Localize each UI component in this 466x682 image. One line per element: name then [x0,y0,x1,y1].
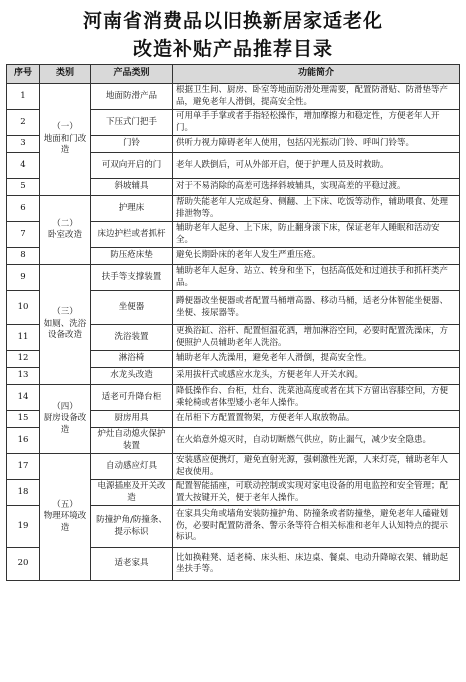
row-number: 4 [7,153,40,179]
function-description-cell: 老年人跌倒后，可从外部开启，便于护理人员及时救助。 [173,153,460,179]
document-title-line2: 改造补贴产品推荐目录 [132,38,333,60]
product-category-cell: 护理床 [91,196,173,222]
product-category-cell: 下压式门把手 [91,110,173,136]
product-category-cell: 地面防滑产品 [91,84,173,110]
row-number: 2 [7,110,40,136]
product-category-cell: 门铃 [91,136,173,153]
function-description-cell: 根据卫生间、厨房、卧室等地面防滑处理需要，配置防滑贴、防滑垫等产品，避免老年人滑倒，提高安全性。 [173,84,460,110]
category-cell: （二） 卧室改造 [40,196,91,265]
function-description-cell: 避免长期卧床的老年人发生严重压疮。 [173,248,460,265]
row-number: 13 [7,368,40,385]
row-number: 16 [7,428,40,454]
row-number: 19 [7,506,40,548]
row-number: 5 [7,179,40,196]
row-number: 7 [7,222,40,248]
product-category-cell: 厨房用具 [91,411,173,428]
product-category-cell: 床边护栏或者抓杆 [91,222,173,248]
category-cell: （五） 物理环境改造 [40,454,91,581]
product-category-cell: 防撞护角/防撞条、提示标识 [91,506,173,548]
function-description-cell: 降低操作台、台柜，灶台、洗菜池高度或者在其下方留出容膝空间，方便乘轮椅或者体型矮小老年人操作。 [173,385,460,411]
product-category-cell: 扶手等支撑装置 [91,265,173,291]
row-number: 20 [7,548,40,581]
header-function: 功能简介 [173,65,460,84]
row-number: 15 [7,411,40,428]
row-number: 3 [7,136,40,153]
category-cell: （一） 地面和门改造 [40,84,91,196]
product-category-cell: 坐便器 [91,291,173,325]
row-number: 9 [7,265,40,291]
row-number: 12 [7,351,40,368]
product-category-cell: 可双向开启的门 [91,153,173,179]
product-category-cell: 淋浴椅 [91,351,173,368]
product-category-cell: 炉灶自动熄火保护装置 [91,428,173,454]
function-description-cell: 可用单手手掌或者手指轻松操作，增加摩擦力和稳定性，方便老年人开门。 [173,110,460,136]
row-number: 14 [7,385,40,411]
function-description-cell: 供听力视力障碍老年人使用，包括闪光振动门铃、呼叫门铃等。 [173,136,460,153]
table-row [7,196,460,222]
row-number: 17 [7,454,40,480]
product-category-cell: 适老家具 [91,548,173,581]
function-description-cell: 蹲便器改坐便器或者配置马桶增高器、移动马桶，适老分体智能坐便器、坐便、接尿器等。 [173,291,460,325]
row-number: 11 [7,325,40,351]
document-title-line1: 河南省消费品以旧换新居家适老化 [82,10,383,32]
table-row [7,84,460,110]
row-number: 1 [7,84,40,110]
product-category-cell: 水龙头改造 [91,368,173,385]
function-description-cell: 在火焰意外熄灭时，自动切断燃气供应，防止漏气，减少安全隐患。 [173,428,460,454]
function-description-cell: 配置智能插座，可联动控制或实现对家电设备的用电监控和安全管理；配置大按键开关，便于老年人操作。 [173,480,460,506]
function-description-cell: 采用拔杆式或感应水龙头，方便老年人开关水阀。 [173,368,460,385]
product-category-cell: 洗浴装置 [91,325,173,351]
function-description-cell: 辅助老年人洗澡用，避免老年人滑倒，提高安全性。 [173,351,460,368]
category-cell: （四） 厨房设备改造 [40,385,91,454]
function-description-cell: 帮助失能老年人完成起身、侧翻、上下床、吃饭等动作，辅助喂食、处理排泄物等。 [173,196,460,222]
product-category-cell: 防压疮床垫 [91,248,173,265]
table-row [7,265,460,291]
product-catalog-table [6,64,460,581]
header-category: 类别 [40,65,91,84]
category-cell: （三） 如厕、洗浴设备改造 [40,265,91,385]
row-number: 8 [7,248,40,265]
header-product: 产品类别 [91,65,173,84]
function-description-cell: 对于不易消除的高差可选择斜坡辅具，实现高差的平稳过渡。 [173,179,460,196]
product-category-cell: 适老可升降台柜 [91,385,173,411]
table-row [7,454,460,480]
function-description-cell: 在家具尖角或墙角安装防撞护角、防撞条或者防撞垫，避免老年人磕碰划伤，必要时配置防滑条、警示条等符合相关标准和老年人认知特点的提示标识。 [173,506,460,548]
row-number: 10 [7,291,40,325]
table-header-row [7,65,460,84]
function-description-cell: 辅助老年人起身、上下床，防止翻身滚下床，保证老年人睡眠和活动安全。 [173,222,460,248]
product-category-cell: 电源插座及开关改造 [91,480,173,506]
header-no: 序号 [7,65,40,84]
table-row [7,385,460,411]
function-description-cell: 更换浴缸、浴杆、配置恒温花洒，增加淋浴空间，必要时配置洗澡床，方便照护人员辅助老年人洗浴。 [173,325,460,351]
function-description-cell: 比如换鞋凳、适老椅、床头柜、床边桌、餐桌、电动升降晾衣架、辅助起坐扶手等。 [173,548,460,581]
function-description-cell: 辅助老年人起身、站立、转身和坐下，包括高低处和过道扶手和抓杆类产品。 [173,265,460,291]
product-category-cell: 斜坡辅具 [91,179,173,196]
function-description-cell: 安装感应便携灯，避免直射光源，强刺激性光源，人来灯亮，辅助老年人起夜使用。 [173,454,460,480]
function-description-cell: 在吊柜下方配置置物架，方便老年人取放物品。 [173,411,460,428]
product-category-cell: 自动感应灯具 [91,454,173,480]
row-number: 6 [7,196,40,222]
row-number: 18 [7,480,40,506]
